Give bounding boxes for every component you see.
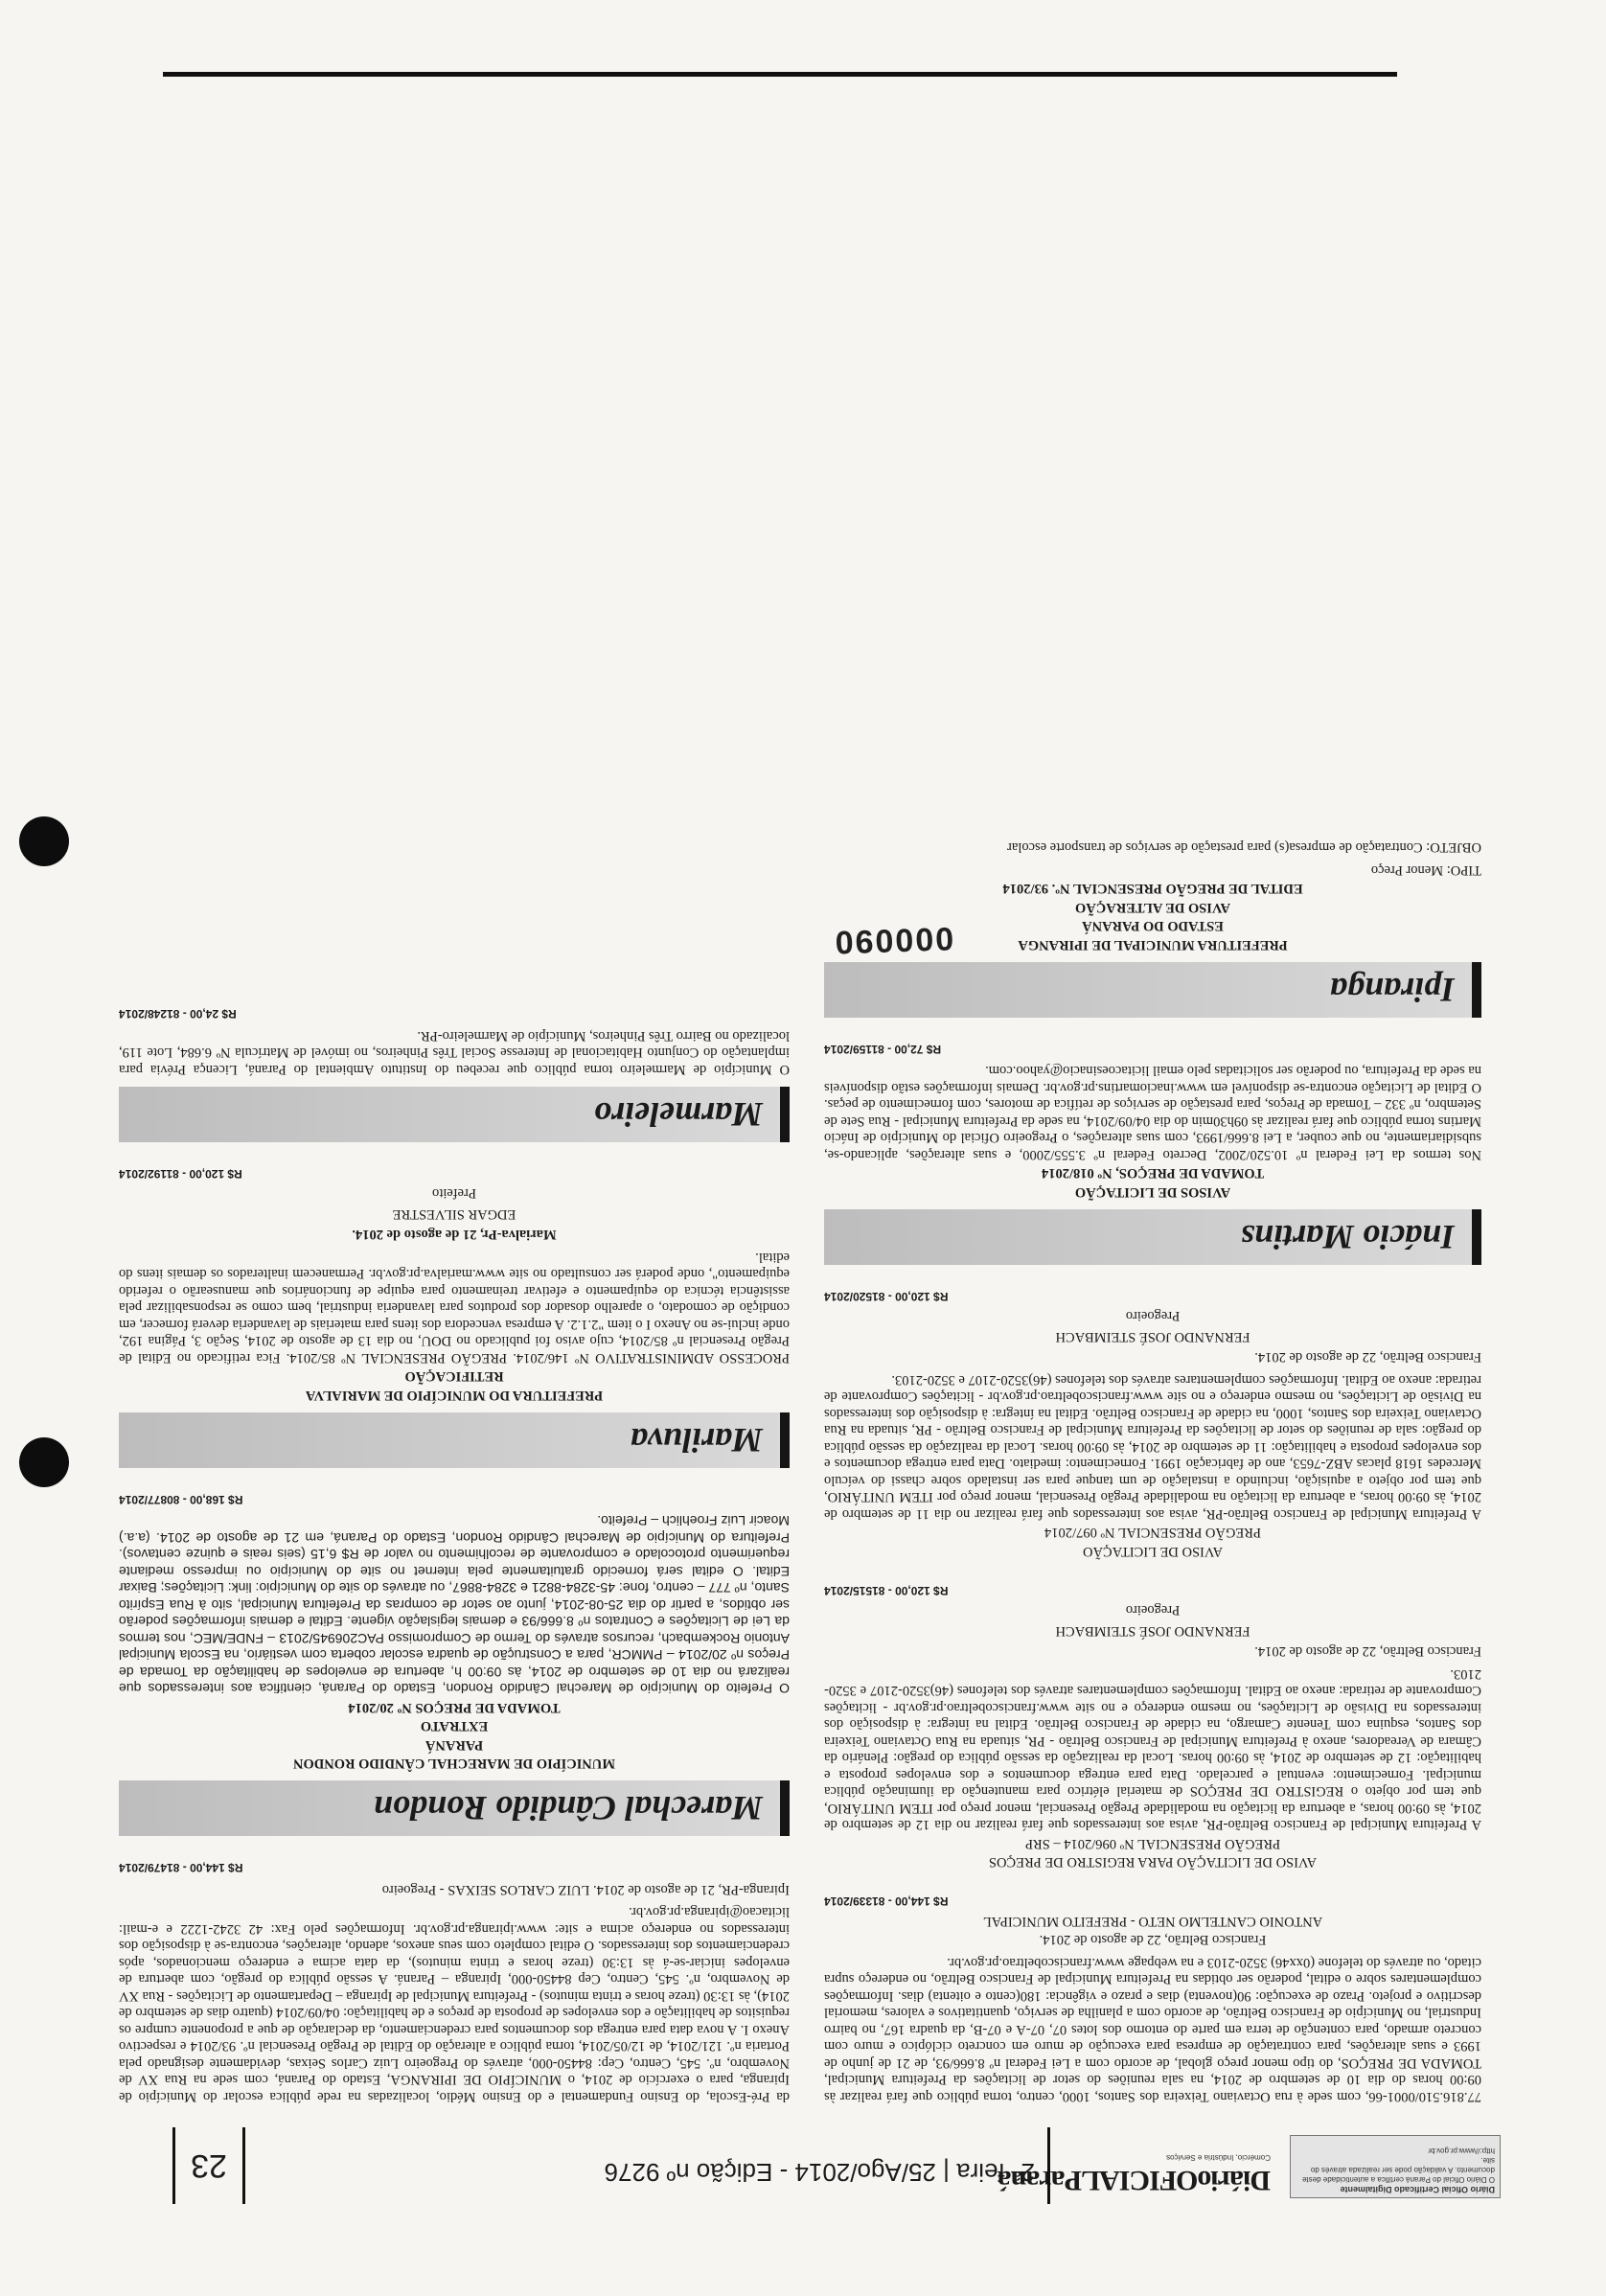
section-title: Marmeleiro bbox=[594, 1095, 763, 1134]
notice-subtitle: RETIFICAÇÃO bbox=[404, 1368, 504, 1385]
punch-hole bbox=[19, 1437, 69, 1487]
handwritten-stamp: 000090 bbox=[833, 919, 955, 961]
bottom-rule bbox=[163, 72, 1397, 77]
notice-body: Nos termos da Lei Federal nº 10.520/2002, Decreto Federal nº 3.555/2000, e suas alterações, aplicando-se, subsidiariamente, no que couber, a Lei 8.666/1993, com suas alterações, o Pregoeiro Oficial do Município de Inácio Martins torna público que fará realizar às 09h30min do dia 04/09/2014, na sede da Prefeitura Municipal - Rua Sete de Setembro, nº 332 – Tomada de Preços, para prestação de serviços de retífica de motores, com fornecimento de peças. O Edital de Licitação encontra-se disponível em www.inaciomartins.pr.gov.br. Demais informações estão disponíveis na sede da Prefeitura, ou poderão ser solicitadas pelo email licitacoesinacio@yahoo.com. bbox=[824, 1063, 1481, 1162]
notice-title: AVISO DE LICITAÇÃO bbox=[1083, 1544, 1223, 1559]
signer-role: Pregoeiro bbox=[1125, 1602, 1181, 1619]
notice-code: R$ 72,00 - 81159/2014 bbox=[824, 1043, 942, 1056]
notice-body: O Prefeito do Município de Marechal Cândido Rondon, Estado do Paraná, cientifica aos interessados que realizará no dia 10 de setembro de 2014, às 09:00 h, abertura de envelopes de habilitação da Tomada de Preços nº 20/2014 – PMMCR, para a Construção de quadra escolar coberta com vestiário, na Escola Municipal Antonio Rockembach, recursos através do Termo de Compromisso PAC206945/2013 – FNDE/MEC, nos termos da Lei de Licitações e Contratos nº 8.666/93 e demais legislação vigente. Edital e demais informações poderão ser obtidos, a partir do dia 25-08-2014, junto ao setor de compras da Prefeitura Municipal, sito à Rua Espírito Santo, nº 777 – centro, fone: 45-3284-8821 e 3284-8867, ou através do site do Município: link: Licitações; Baixar Edital. O edital será fornecido gratuitamente pela internet no site do Município ou impresso mediante requerimento protocolado e comprovante de recolhimento no valor de R$ 6,15 (seis reais e quinze centavos). Prefeitura do Município de Marechal Cândido Rondon, Estado do Paraná, em 21 de agosto de 2014. (a.a.) Moacir Luiz Froehlich – Prefeito. bbox=[119, 1513, 790, 1697]
newspaper-logo bbox=[998, 2139, 1271, 2196]
notice-date: Marialva-Pr, 21 de agosto de 2014. bbox=[352, 1227, 557, 1243]
notice-subtitle: PREGÃO PRESENCIAL Nº 097/2014 bbox=[1044, 1525, 1261, 1541]
notice-title: AVISO DE LICITAÇÃO PARA REGISTRO DE PREÇOS bbox=[988, 1854, 1318, 1871]
notice-code: R$ 120,00 - 81520/2014 bbox=[824, 1290, 949, 1303]
notice-edital: EDITAL DE PREGÃO PRESENCIAL Nº. 93/2014 bbox=[1002, 881, 1303, 897]
section-header-marechal-candido-rondon bbox=[119, 1781, 790, 1837]
section-title: Marechal Cândido Rondon bbox=[373, 1789, 763, 1828]
masthead bbox=[178, 2122, 1501, 2204]
notice-code: R$ 120,00 - 81192/2014 bbox=[119, 1167, 242, 1181]
signer-name: FERNANDO JOSÉ STEIMBACH bbox=[1055, 1329, 1250, 1344]
notice-subtitle: PREGÃO PRESENCIAL Nº 096/2014 – SRP bbox=[1024, 1836, 1281, 1851]
notice-code: R$ 144,00 - 81339/2014 bbox=[824, 1894, 949, 1909]
continued-text: 77.816.510/0001-66, com sede à rua Octaviano Teixeira dos Santos, 1000, centro, torna público que fará realizar às 09:00 horas do dia 10 de setembro de 2014, na sala reuniões do setor de licitações da Prefeitura Municipal, TOMADA DE PREÇOS, do tipo menor preço global, de acordo com a Lei Federal nº 8.666/93, de 21 de junho de 1993 e suas alterações, para contratação de empresa para execução de muro em concreto ciclópico e muro com concreto armado, para contenção de terra em parte do entorno dos lotes 07, 07-A e 07-B, da quadra 167, no bairro Industrial, no Município de Francisco Beltrão, de acordo com a planilha de serviço, quantitativos e valores, memorial descritivo e projeto. Prazo de execução: 90(noventa) dias e prazo e vigência: 180(cento e oitenta) dias. Informações complementares sobre o edital, poderão ser obtidas na Prefeitura Municipal de Francisco Beltrão, no endereço supra citado, ou através do telefone (0xx46) 3520-2103 e na webpage www.franciscobeltrao.pr.gov.br. bbox=[824, 1955, 1481, 2104]
section-header-ipiranga bbox=[824, 962, 1481, 1018]
signer-role: Prefeito bbox=[432, 1185, 476, 1202]
notice-body: PROCESSO ADMINISTRATIVO Nº 146/2014. PREGÃO PRESENCIAL Nº 85/2014. Fica retificado no Edital de Pregão Presencial nº 85/2014, cujo aviso foi publicado no DOU, no dia 13 de agosto de 2014, Seção 3, Página 192, onde inclui-se no Anexo I o item "2.1.2. A empresa vencedora dos itens para materiais de lavanderia deverá fornecer, em condição de comodato, o aparelho dosador dos produtos para lavanderia industrial, bem como se responsabilizar pela assistência técnica do equipamento e efetivar treinamento para equipe de funcionários que manusearão o referido equipamento", onde poderá ser consultado no site www.marialva.pr.gov.br. Permanecem inalterados os demais itens do edital. bbox=[119, 1250, 790, 1366]
notice-code: R$ 120,00 - 81515/2014 bbox=[824, 1584, 949, 1597]
notice-signature: ANTONIO CANTELMO NETO - PREFEITO MUNICIPAL bbox=[982, 1914, 1323, 1929]
section-header-inacio-martins bbox=[824, 1209, 1481, 1265]
notice-code: R$ 24,00 - 81248/2014 bbox=[119, 1007, 237, 1022]
logo-text: DiárioOFICIALParaná bbox=[998, 2165, 1271, 2196]
notice-title: AVISOS DE LICITAÇÃO bbox=[1074, 1184, 1231, 1200]
notice-edital: TOMADA DE PREÇOS Nº 20/2014 bbox=[348, 1700, 561, 1715]
notice-date: Francisco Beltrão, 22 de agosto de 2014. bbox=[1254, 1349, 1481, 1366]
certification-box bbox=[1290, 2135, 1501, 2198]
signer-name: EDGAR SILVESTRE bbox=[392, 1206, 516, 1222]
section-header-mariluva bbox=[119, 1412, 790, 1468]
notice-date: Francisco Beltrão, 22 de agosto de 2014. bbox=[1254, 1643, 1481, 1660]
logo-subtitle: Comércio, Indústria e Serviços bbox=[1166, 2153, 1271, 2162]
notice-title: MUNICÍPIO DE MARECHAL CÂNDIDO RONDON bbox=[293, 1756, 615, 1772]
ipiranga-notice bbox=[824, 838, 1481, 961]
notice-code: R$ 168,00 - 80877/2014 bbox=[119, 1493, 243, 1506]
punch-hole bbox=[19, 816, 69, 866]
notice-subtitle: TOMADA DE PREÇOS, Nº 018/2014 bbox=[1041, 1165, 1265, 1182]
notice-title: PREFEITURA MUNICIPAL DE IPIRANGA bbox=[1018, 937, 1288, 953]
notice-subtitle: EXTRATO bbox=[420, 1718, 489, 1734]
notice-date: Francisco Beltrão, 22 de agosto de 2014. bbox=[1039, 1932, 1267, 1948]
signer-role: Pregoeiro bbox=[1125, 1308, 1181, 1324]
page-number: 23 bbox=[172, 2127, 245, 2204]
edition-date: 2ª feira | 25/Ago/2014 - Edição nº 9276 bbox=[604, 2158, 1035, 2187]
signer-name: FERNANDO JOSÉ STEIMBACH bbox=[1055, 1623, 1250, 1639]
notice-code: R$ 144,00 - 81479/2014 bbox=[119, 1861, 243, 1875]
notice-body: O Município de Marmeleiro torna público que recebeu do Instituto Ambiental do Paraná, Licença Prévia para implantação do Conjunto Habitacional de Interesse Social Três Pinheiros, no imóvel de Matrícula Nº 6.684, Lote 119, localizado no Bairro Três Pinheiros, Município de Marmeleiro-PR. bbox=[119, 1028, 790, 1077]
notice-type: TIPO: Menor Preço bbox=[1370, 862, 1481, 878]
section-title: Inácio Martins bbox=[1240, 1218, 1455, 1256]
left-column bbox=[824, 833, 1481, 2104]
notice-subtitle: AVISO DE ALTERAÇÃO bbox=[1075, 900, 1230, 915]
section-title: Ipiranga bbox=[1329, 971, 1455, 1009]
notice-body: A Prefeitura Municipal de Francisco Beltrão-PR, avisa aos interessados que fará realizar no dia 11 de setembro de 2014, às 09:00 horas, a abertura da licitação na modalidade Pregão Presencial, menor preço por ITEM UNITÁRIO, que tem por objeto a aquisição, incluindo a instalação de um tanque para ser instalado sobre chassi do veículo Mercedes 1618 placas ABZ-7653, ano de fabricação 1991. Fornecimento: imediato. Data para entrega documentos e dos envelopes proposta e habilitação: 11 de setembro de 2014, às 09:00 horas. Local da realização da sessão pública do pregão: sala de reuniões do setor de licitações da Prefeitura Municipal de Francisco Beltrão - PR, situada na Rua Octaviano Teixeira dos Santos, 1000, na cidade de Francisco Beltrão. Edital na íntegra: à disposição dos interessados na Divisão de Licitações, no mesmo endereço e no site www.franciscobeltrao.pr.gov.br - licitações Comprovante de retirada: anexo ao Edital. Informações complementares através dos telefones (46)3520-2107 e 3520-2103. bbox=[824, 1372, 1481, 1522]
notice-state: PARANÁ bbox=[424, 1737, 484, 1753]
notice-state: ESTADO DO PARANÁ bbox=[1082, 918, 1224, 934]
notice-object: OBJETO: Contratação de empresa(s) para prestação de serviços de transporte escolar bbox=[1007, 839, 1481, 856]
notice-title: PREFEITURA DO MUNICÍPIO DE MARIALVA bbox=[305, 1388, 604, 1403]
continued-text: da Pré-Escola, do Ensino Fundamental e do Ensino Médio, localizadas na rede pública escolar do Município de Ipiranga, para o exercício de 2014, o MUNICÍPIO DE IPIRANGA, Estado do Paraná, com sede na Rua XV de Novembro, nº. 545, Centro, Cep: 84450-000, através do Pregoeiro Luiz Carlos Seixas, devidamente designado pela Portaria nº. 121/2014, de 12/05/2014, torna público a alteração do Edital de Pregão Presencial nº. 93/2014 e respectivo Anexo I. A nova data para entrega dos documentos para credenciamento, da declaração de que a proponente cumpre os requisitos de habilitação e dos envelopes de proposta de preços e de habilitação: 04/09/2014 (quatro dias de setembro de 2014), às 13:30 (treze horas e trinta minutos) - Prefeitura Municipal de Ipiranga – Departamento de Licitações - Rua XV de Novembro, nº. 545, Centro, Cep 84450-000, Ipiranga – Paraná. A sessão pública do pregão, com abertura de envelopes iniciar-se-á às 13:30 (treze horas e trinta minutos), da data acima e endereço mencionados, após credenciamentos dos interessados. O edital completo com seus anexos, adendo, alterações, encontra-se à disposição dos interessados no endereço acima e site: www.ipiranga.pr.gov.br. Informações pelo Fax: 42 3242-1222 e e-mail: licitacao@ipiranga.pr.gov.br. bbox=[119, 1904, 790, 2104]
cert-text: O Diário Oficial do Paraná certifica a autenticidade deste documento. A validação pode ser realizada através do site. bbox=[1302, 2156, 1495, 2184]
notice-body: A Prefeitura Municipal de Francisco Beltrão-PR, avisa aos interessados que fará realizar no dia 12 de setembro de 2014, às 09:00 horas, a abertura da licitação na modalidade Pregão Presencial, menor preço por ITEM UNITÁRIO, que tem por objeto o REGISTRO DE PREÇOS de material elétrico para manutenção da iluminação pública municipal. Fornecimento: eventual e parcelado. Data para entrega documentos e dos envelopes proposta e habilitação: 12 de setembro de 2014, às 09:00 horas. Local da realização da sessão pública do pregão: Plenário da Câmara de Vereadores, anexo à Prefeitura Municipal de Francisco Beltrão - PR, situada na Rua Octaviano Teixeira dos Santos, esquina com Tenente Camargo, na cidade de Francisco Beltrão. Edital na íntegra: à disposição dos interessados na Divisão de Licitações, no mesmo endereço e no site www.franciscobeltrao.pr.gov.br - licitações Comprovante de retirada: anexo ao Edital. Informações complementares através dos telefones (46)3520-2107 e 3520-2103. bbox=[824, 1666, 1481, 1833]
right-column bbox=[119, 983, 790, 2105]
cert-url: http://www.pr.gov.br bbox=[1428, 2147, 1495, 2155]
section-title: Mariluva bbox=[630, 1421, 763, 1459]
cert-title: Diário Oficial Certificado Digitalmente bbox=[1340, 2185, 1495, 2194]
notice-date: Ipiranga-PR, 21 de agosto de 2014. LUIZ CARLOS SEIXAS - Pregoeiro bbox=[381, 1882, 790, 1897]
section-header-marmeleiro bbox=[119, 1087, 790, 1142]
